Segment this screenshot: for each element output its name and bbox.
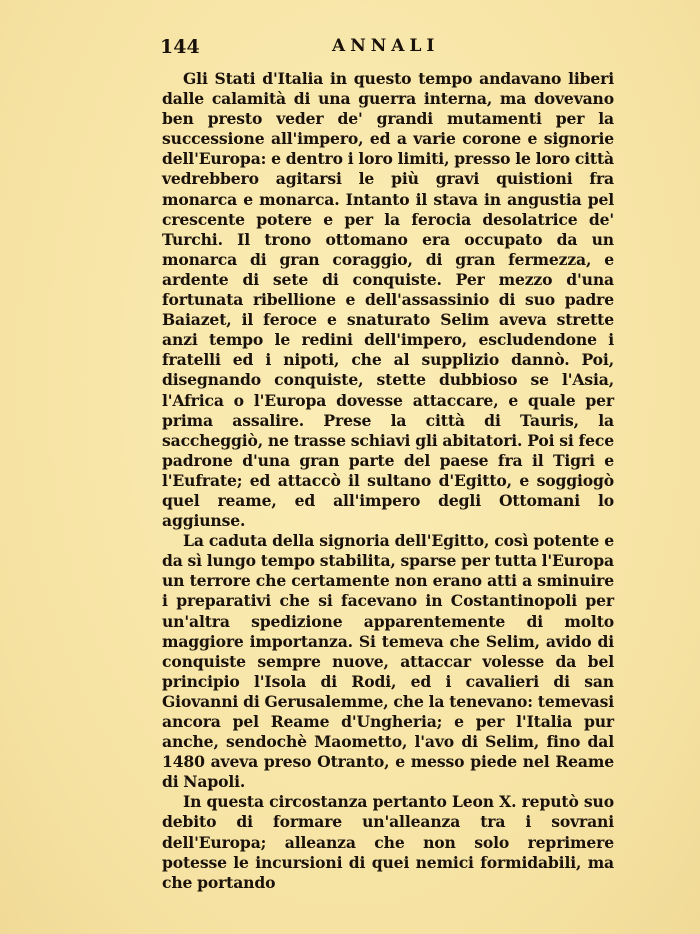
paragraph-2: La caduta della signoria dell'Egitto, così potente e da sì lungo tempo stabilita, sparse per tutta l'Europa un terrore che certamente non erano atti a sminuire i preparativi che si facevano in Costantinopoli per un'altra spedizione apparentemente di molto maggiore importanza. Si temeva che Selim, avido di conquiste sempre nuove, attaccar volesse da bel principio l'Isola di Rodi, ed i cavalieri di san Giovanni di Gerusalemme, che la tenevano: temevasi ancora pel Reame d'Ungheria; e per l'Italia pur anche, sendochè Maometto, l'avo di Selim, fino dal 1480 aveva preso Otranto, e messo piede nel Reame di Napoli. (162, 531, 614, 792)
page-number: 144 (160, 36, 200, 58)
body-text (162, 69, 614, 893)
page-header (160, 36, 615, 60)
running-head: ANNALI (332, 36, 440, 56)
paragraph-1: Gli Stati d'Italia in questo tempo andavano liberi dalle calamità di una guerra interna, ma dovevano ben presto veder de' grandi mutamenti per la successione all'impero, ed a varie corone e signorie dell'Europa: e dentro i loro limiti, presso le loro città vedrebbero agitarsi le più gravi quistioni fra monarca e monarca. Intanto il stava in angustia pel crescente potere e per la ferocia desolatrice de' Turchi. Il trono ottomano era occupato da un monarca di gran coraggio, di gran fermezza, e ardente di sete di conquiste. Per mezzo d'una fortunata ribellione e dell'assassinio di suo padre Baiazet, il feroce e snaturato Selim aveva strette anzi tempo le redini dell'impero, escludendone i fratelli ed i nipoti, che al supplizio dannò. Poi, disegnando conquiste, stette dubbioso se l'Asia, l'Africa o l'Europa dovesse attaccare, e quale per prima assalire. Prese la città di Tauris, la saccheggiò, ne trasse schiavi gli abitatori. Poi si fece padrone d'una gran parte del paese fra il Tigri e l'Eufrate; ed attaccò il sultano d'Egitto, e soggiogò quel reame, ed all'impero degli Ottomani lo aggiunse. (162, 69, 614, 531)
paragraph-3: In questa circostanza pertanto Leon X. reputò suo debito di formare un'alleanza tra i sovrani dell'Europa; alleanza che non solo reprimere potesse le incursioni di quei nemici formidabili, ma che portando (162, 792, 614, 892)
